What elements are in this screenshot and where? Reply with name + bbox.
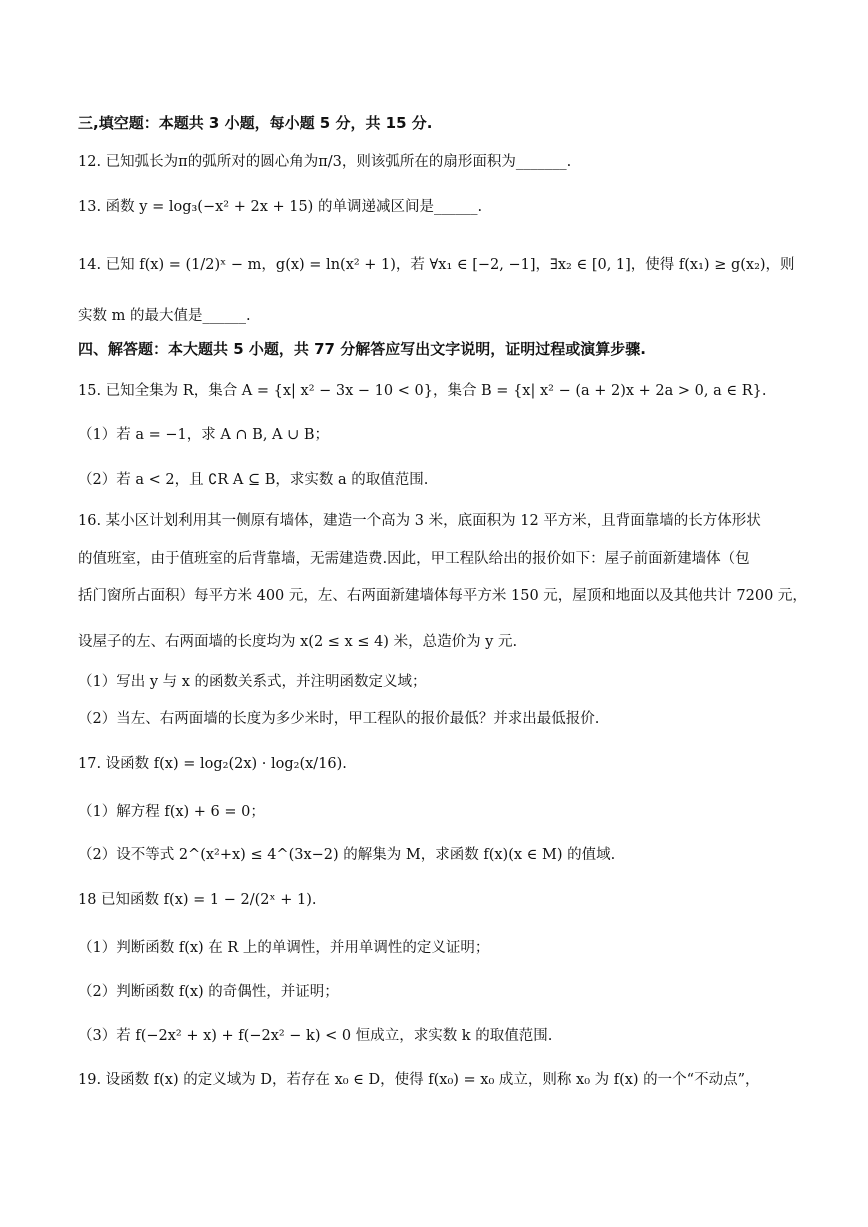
question-14-line-2: 实数 m 的最大值是______.: [78, 308, 251, 324]
question-16-line-1: 16. 某小区计划利用其一侧原有墙体，建造一个高为 3 米，底面积为 12 平方米，且背面靠墙的长方体形状: [78, 513, 761, 529]
question-14-line-1: 14. 已知 f(x) = (1/2)ˣ − m，g(x) = ln(x² + 1)，若 ∀x₁ ∈ [−2, −1]，∃x₂ ∈ [0, 1]，使得 f(x₁) ≥ g(x₂)，则: [78, 257, 795, 273]
question-13: 13. 函数 y = log₃(−x² + 2x + 15) 的单调递减区间是______.: [78, 199, 483, 215]
question-15-part-2: （2）若 a < 2，且 ∁R A ⊆ B，求实数 a 的取值范围.: [78, 472, 429, 488]
question-18-part-3: （3）若 f(−2x² + x) + f(−2x² − k) < 0 恒成立，求实数 k 的取值范围.: [78, 1028, 553, 1044]
question-17-part-1: （1）解方程 f(x) + 6 = 0；: [78, 804, 265, 820]
question-18-part-2: （2）判断函数 f(x) 的奇偶性，并证明；: [78, 984, 339, 1000]
question-17-stem: 17. 设函数 f(x) = log₂(2x) · log₂(x/16).: [78, 756, 347, 772]
section-4-heading: 四、解答题：本大题共 5 小题，共 77 分解答应写出文字说明，证明过程或演算步骤.: [78, 340, 646, 358]
question-16-line-2: 的值班室，由于值班室的后背靠墙，无需建造费.因此，甲工程队给出的报价如下：屋子前面新建墙体（包: [78, 551, 750, 567]
question-12: 12. 已知弧长为π的弧所对的圆心角为π/3，则该弧所在的扇形面积为_______.: [78, 154, 572, 170]
question-15-stem: 15. 已知全集为 R，集合 A = {x| x² − 3x − 10 < 0}，集合 B = {x| x² − (a + 2)x + 2a > 0, a ∈ R}.: [78, 383, 767, 399]
question-16-line-3: 括门窗所占面积）每平方米 400 元，左、右两面新建墙体每平方米 150 元，屋顶和地面以及其他共计 7200 元，: [78, 588, 807, 604]
question-16-part-1: （1）写出 y 与 x 的函数关系式，并注明函数定义域；: [78, 674, 427, 690]
question-18-part-1: （1）判断函数 f(x) 在 R 上的单调性，并用单调性的定义证明；: [78, 940, 490, 956]
question-16-line-4: 设屋子的左、右两面墙的长度均为 x(2 ≤ x ≤ 4) 米，总造价为 y 元.: [78, 634, 518, 650]
question-18-stem: 18 已知函数 f(x) = 1 − 2/(2ˣ + 1).: [78, 892, 317, 908]
question-19-line-1: 19. 设函数 f(x) 的定义域为 D，若存在 x₀ ∈ D，使得 f(x₀) = x₀ 成立，则称 x₀ 为 f(x) 的一个“不动点”，: [78, 1072, 760, 1088]
question-17-part-2: （2）设不等式 2^(x²+x) ≤ 4^(3x−2) 的解集为 M，求函数 f(x)(x ∈ M) 的值域.: [78, 847, 616, 863]
section-3-heading: 三,填空题：本题共 3 小题，每小题 5 分，共 15 分.: [78, 114, 433, 132]
question-16-part-2: （2）当左、右两面墙的长度为多少米时，甲工程队的报价最低？并求出最低报价.: [78, 711, 600, 727]
question-15-part-1: （1）若 a = −1，求 A ∩ B, A ∪ B；: [78, 427, 330, 443]
